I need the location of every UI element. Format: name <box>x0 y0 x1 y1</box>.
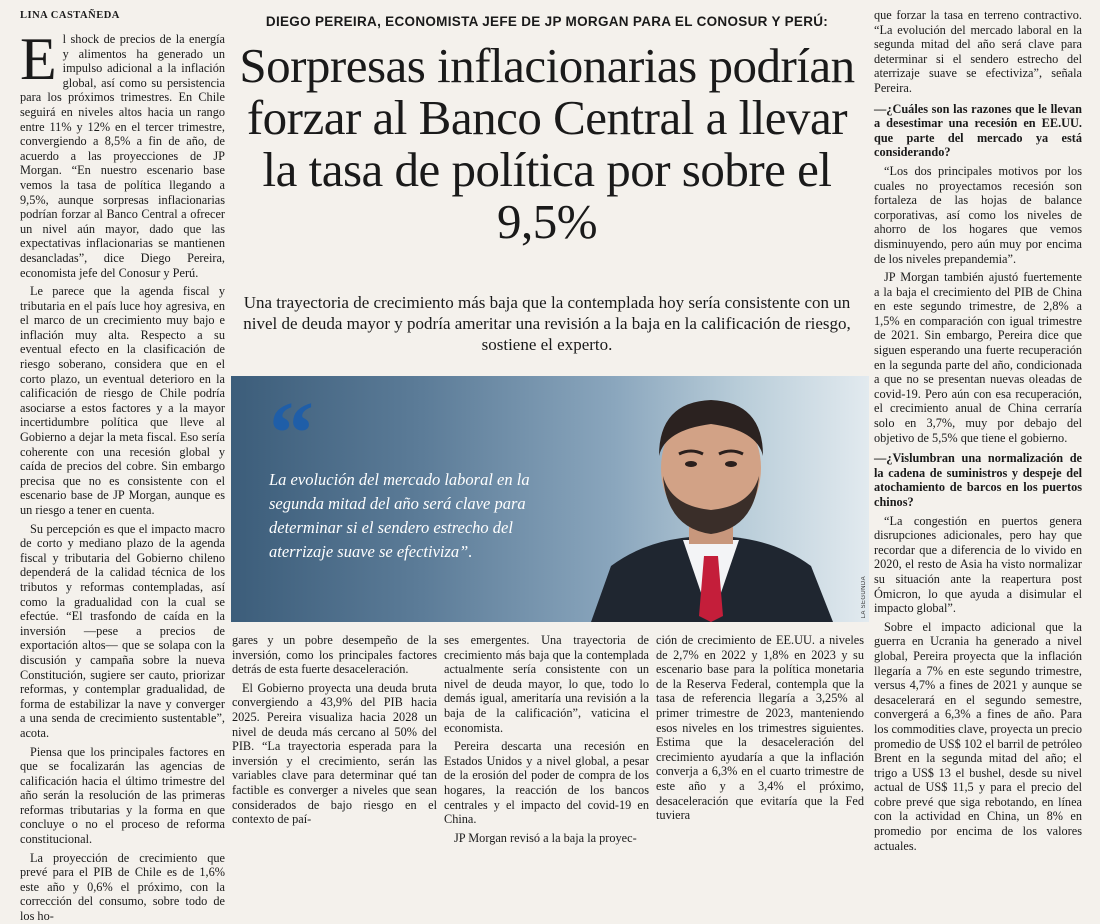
paragraph: JP Morgan revisó a la baja la proyec- <box>454 830 637 845</box>
drop-cap: E <box>20 26 57 92</box>
paragraph: Sobre el impacto adicional que la guerra en Ucrania ha generado a nivel global, Pereira proyecta que la inflación llegaría a 7% en este segundo trimestre, versus 4,7% a fines de 2021 y aunque se desacelerará en el segundo semestre, convergerá a 6,3% a fines de año. Para los commodities clave, proyecta un precio promedio de US$ 102 el barril de petróleo Brent en la segunda mitad del año; el trigo a US$ 13 el bushel, desde su nivel actual de US$ 11,5 y para el precio del cobre prevé que siga rebotando, en línea con la actividad en China, un 8% en promedio por encima de los valores actuales. <box>874 619 1082 853</box>
paragraph: JP Morgan también ajustó fuertemente a la baja el crecimiento del PIB de China en este segundo trimestre, de 2,8% a 1,5% en comparación con igual trimestre de 2021. Sin embargo, Pereira dice que siguen esperando una fuerte recuperación en la segunda parte del año, condicionada a que no se presentan nuevas oleadas de covid-19. Pero aún con esa recuperación, el crecimiento anual de China cerraría solo en 3,7%, muy por debajo del objetivo de 5,5% que tiene el gobierno. <box>874 270 1082 445</box>
person-figure <box>571 376 851 622</box>
kicker: DIEGO PEREIRA, ECONOMISTA JEFE DE JP MORGAN PARA EL CONOSUR Y PERÚ: <box>265 14 829 29</box>
interview-question: —¿Cuáles son las razones que le llevan a desestimar una recesión en EE.UU. que parte del mercado ya está considerando? <box>874 101 1082 160</box>
paragraph: ción de crecimiento de EE.UU. a niveles de 2,7% en 2022 y 1,8% en 2023 y su escenario base para la política monetaria de la Reserva Federal, contempla que la tasa de referencia llegaría a 3,25% al primer trimestre de 2023, manteniendo esos niveles en los trimestres siguientes. Estima que la desaceleración del crecimiento ayudaría a que la inflación converja a 6,3% en el cuarto trimestre de este año y a 3,4% el próximo, desaceleración que evitaría que la Fed tuviera <box>656 633 864 823</box>
paragraph: Le parece que la agenda fiscal y tributaria en el país luce hoy agresiva, en el marco de un crecimiento muy bajo e inflación muy alta. Respecto a su eventual efecto en la clasificación de riesgo soberano, considera que en el corto plazo, un eventual deterioro en la calificación de riesgo de Chile podría asociarse a estos factores y a la mayor incertidumbre política que lleve al Gobierno a dejar la meta fiscal. Eso sería coherente con una recesión global y caída de precios del cobre. Sin embargo precisa que no es consistente con el escenario base de JP Morgan, aunque es un riesgo a tener en cuenta. <box>20 284 225 517</box>
quote-mark-icon: “ <box>269 384 314 483</box>
article-column-1 <box>20 26 225 924</box>
paragraph: Su percepción es que el impacto macro de corto y mediano plazo de la agenda fiscal y tributaria del Gobierno chileno dependerá de la calidad técnica de los tributos y reformas contempladas, así como la gradualidad con la cual se efectúe. “El trasfondo de caída en la inversión —pese a precios de exportación altos— que se solapa con la discusión y campaña sobre la nueva Constitución, sugiere ser cauto, priorizar reformas, y contemplar gradualidad, de forma de estabilizar la nave y converger a una senda de crecimiento sustentable”, acota. <box>20 521 225 740</box>
article-column-2 <box>232 633 437 827</box>
paragraph: ses emergentes. Una trayectoria de crecimiento más baja que la contemplada actualmente sería consistente con un nivel de deuda mayor, lo que, todo lo demás igual, ameritaría una revisión a la baja de la calificación”, vaticina el economista. <box>444 633 649 735</box>
paragraph: Piensa que los principales factores en que se focalizarán las agencias de calificación hacia el último trimestre del año serán la resolución de las primeras reformas tributarias y la forma en que concluye o no el proceso de reforma constitucional. <box>20 744 225 847</box>
paragraph: “Los dos principales motivos por los cuales no proyectamos recesión son fortaleza de las hojas de balance corporativas, así como los niveles de ahorro de los hogares que vemos disminuyendo, pero aún muy por encima de los niveles prepandemia”. <box>874 163 1082 266</box>
article-column-5 <box>874 8 1082 853</box>
pull-quote: La evolución del mercado laboral en la segunda mitad del año será clave para determinar si el sendero estrecho del aterrizaje suave se efectiviza”. <box>269 470 530 561</box>
paragraph: Pereira descarta una recesión en Estados Unidos y a nivel global, a pesar de la erosión del poder de compra de los hogares, la reacción de los bancos centrales y el impacto del covid-19 en China. <box>444 739 649 827</box>
photo-credit: LA SEGUNDA <box>861 575 867 618</box>
deck-subtitle: Una trayectoria de crecimiento más baja que la contemplada hoy sería consistente con un nivel de deuda mayor y podría ameritar una revisión a la baja en la calificación de riesgo, sostiene el experto. <box>243 293 851 354</box>
paragraph: “La congestión en puertos genera disrupciones adicionales, pero hay que recordar que a diferencia de lo vivido en 2020, el resto de Asia ha visto normalizar su situación ante la reapertura post Ómicron, lo que ayuda a disimular el impacto global”. <box>874 513 1082 616</box>
byline: LINA CASTAÑEDA <box>20 10 120 21</box>
portrait-photo <box>231 376 869 622</box>
article-column-3 <box>444 633 649 845</box>
interview-question: —¿Vislumbran una normalización de la cadena de suministros y despeje del atochamiento de barcos en los puertos chinos? <box>874 451 1082 509</box>
article-column-4 <box>656 633 864 823</box>
headline: Sorpresas inflacionarias podrían forzar al Banco Central a llevar la tasa de política por sobre el 9,5% <box>239 38 855 249</box>
paragraph: El Gobierno proyecta una deuda bruta convergiendo a 43,9% del PIB hacia 2025. Pereira visualiza hacia 2028 un nivel de deuda más cercano al 50% del PIB. “La trayectoria esperada para la inversión y el crecimiento, serán las variables clave para determinar qué tan factible es converger a niveles que sean considerados de bajo riesgo en el contexto de paí- <box>232 680 437 827</box>
paragraph: l shock de precios de la energía y alimentos ha generado un impulso adicional a la inflación global, así como su persistencia para los próximos trimestres. En Chile seguirá en niveles altos hacia un rango entre 11% y 12% en el tercer trimestre, convergiendo a 8,5% a fin de año, de acuerdo a las proyecciones de JP Morgan. “En nuestro escenario base vemos la tasa de política llegando a 9,5%, aunque sorpresas inflacionarias podrían forzar al Banco Central a ofrecer un nivel aún mayor, dado que las expectativas inflacionarias se mantienen desancladas”, dice Diego Pereira, economista jefe del Conosur y Perú. <box>20 32 225 280</box>
paragraph: La proyección de crecimiento que prevé para el PIB de Chile es de 1,6% este año y 0,6% el próximo, con la corrección del consumo, sobre todo de los ho- <box>20 850 225 924</box>
paragraph: que forzar la tasa en terreno contractivo. “La evolución del mercado laboral en la segunda mitad del año será clave para determinar si el sendero estrecho del aterrizaje suave se efectiviza”, señala Pereira. <box>874 8 1082 95</box>
paragraph: gares y un pobre desempeño de la inversión, como los principales factores detrás de esta fuerte desaceleración. <box>232 633 437 677</box>
